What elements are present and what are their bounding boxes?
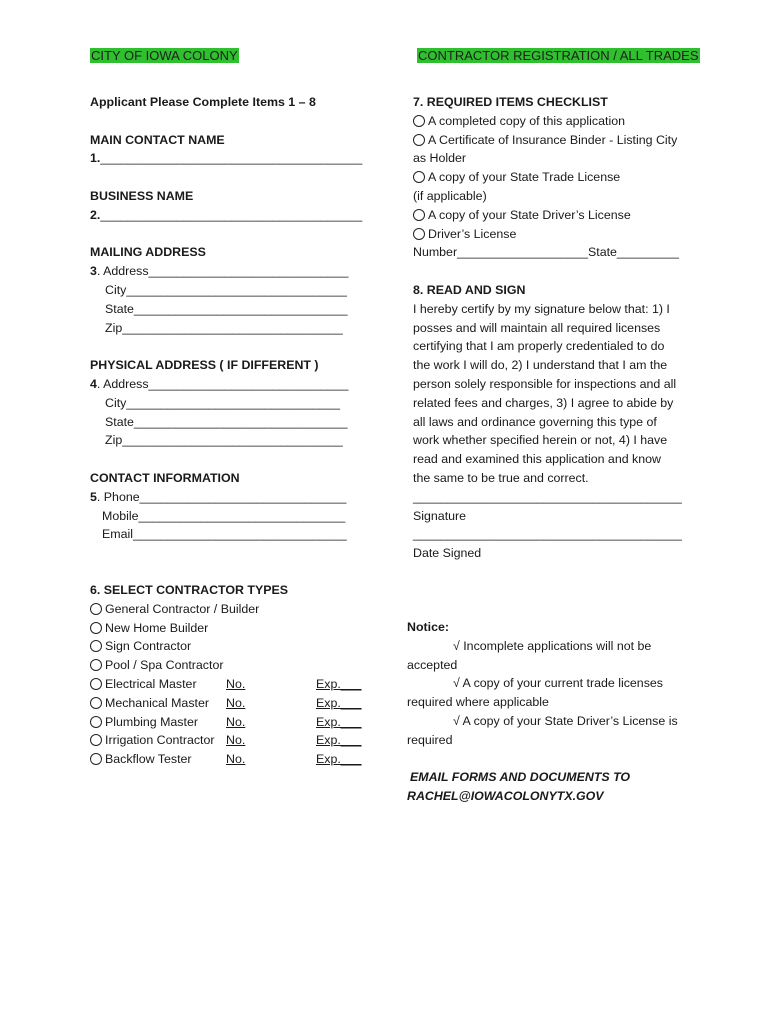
notice-item: √ A copy of your State Driver’s License is [453,713,678,728]
header-registration [417,47,700,65]
radio-circle-icon[interactable] [90,716,102,728]
mailing-address-line: . Address_____________________________ [96,264,349,279]
notice-heading: Notice: [407,620,449,634]
header-city [90,47,239,65]
mailing-state-field[interactable]: State_______________________________ [105,301,348,316]
physical-zip-field[interactable]: Zip________________________________ [105,433,343,448]
license-number-field[interactable]: No. [226,695,246,710]
certification-line: person solely responsible for inspections and all [413,376,677,391]
certification-paragraph [413,300,703,488]
notice-item: √ A copy of your current trade licenses [453,676,663,691]
certification-line: related fees and charges, 3) I agree to abide by [413,395,674,410]
expiration-field[interactable]: Exp.___ [316,752,362,767]
checklist-item-cont: (if applicable) [413,188,487,203]
contractor-type-option[interactable] [90,619,380,638]
notice-item-cont: required where applicable [407,695,549,710]
certification-line: I hereby certify by my signature below that: 1) I [413,301,670,316]
city-title: CITY OF IOWA COLONY [91,48,238,63]
business-name-field[interactable] [90,206,380,225]
radio-circle-icon[interactable] [413,209,425,221]
right-column [413,93,703,563]
physical-state-field[interactable]: State_______________________________ [105,414,348,429]
left-column [90,93,380,769]
email-field[interactable]: Email_______________________________ [102,527,347,542]
physical-city-field[interactable]: City_______________________________ [105,395,340,410]
item-number: 5 [90,489,97,504]
checklist-item[interactable] [413,131,703,150]
mailing-city-field[interactable]: City________________________________ [105,282,347,297]
date-signed-line[interactable]: _______________________________________ [413,527,682,542]
license-number-field[interactable]: No. [226,676,246,691]
item-number: 4 [90,376,97,391]
contractor-type-label: Pool / Spa Contractor [105,658,224,673]
radio-circle-icon[interactable] [90,659,102,671]
expiration-field[interactable]: Exp.___ [316,676,362,691]
notice-item: √ Incomplete applications will not be [453,638,652,653]
certification-line: the work I will do, 2) I understand that I am the [413,358,668,373]
main-contact-heading: MAIN CONTACT NAME [90,132,225,147]
item-number: 2. [90,207,101,222]
mailing-address-field[interactable] [90,262,380,281]
item-number: 1. [90,151,101,166]
contractor-type-label: Irrigation Contractor [105,733,215,748]
license-number-field[interactable]: No. [226,752,246,767]
notice-item-cont: required [407,732,453,747]
checklist-item-cont: as Holder [413,151,467,166]
business-name-heading: BUSINESS NAME [90,188,194,203]
expiration-field[interactable]: Exp.___ [316,733,362,748]
notice-block [407,618,707,806]
checklist-item-label: A copy of your State Driver’s License [428,207,631,222]
radio-circle-icon[interactable] [90,622,102,634]
physical-address-field[interactable] [90,375,380,394]
radio-circle-icon[interactable] [90,697,102,709]
license-number-field[interactable]: No. [226,733,246,748]
contractor-type-label: Backflow Tester [105,752,192,767]
checklist-item[interactable] [413,112,703,131]
radio-circle-icon[interactable] [413,171,425,183]
expiration-field[interactable]: Exp.___ [316,714,362,729]
contractor-type-label: Sign Contractor [105,639,192,654]
drivers-license-number-field[interactable]: Number___________________State_________ [413,245,679,260]
radio-circle-icon[interactable] [413,228,425,240]
certification-line: certifying that I am properly credentialed to do [413,339,665,354]
checklist-item-label: A copy of your State Trade License [428,170,621,185]
radio-circle-icon[interactable] [90,734,102,746]
read-sign-heading: 8. READ AND SIGN [413,282,526,297]
contact-info-heading: CONTACT INFORMATION [90,470,240,485]
mobile-field[interactable]: Mobile______________________________ [102,508,346,523]
checklist-item[interactable] [413,206,703,225]
contractor-type-label: General Contractor / Builder [105,601,260,616]
mailing-zip-field[interactable]: Zip________________________________ [105,320,343,335]
phone-line: . Phone______________________________ [96,489,347,504]
intro-text: Applicant Please Complete Items 1 – 8 [90,95,316,109]
certification-line: read and examined this application and know [413,452,661,467]
checklist-item-label: Driver’s License [428,226,517,241]
license-number-field[interactable]: No. [226,714,246,729]
item-number: 3 [90,264,97,279]
certification-line: all laws and ordinance governing this type of [413,414,657,429]
expiration-field[interactable]: Exp.___ [316,695,362,710]
radio-circle-icon[interactable] [90,753,102,765]
contractor-type-option[interactable] [90,713,380,732]
main-contact-line: ______________________________________ [100,151,363,166]
signature-line[interactable]: _______________________________________ [413,489,682,504]
contractor-types-list [90,600,380,769]
notice-item-cont: accepted [407,657,458,672]
physical-address-heading: PHYSICAL ADDRESS ( IF DIFFERENT ) [90,358,319,373]
business-name-line: ______________________________________ [100,207,363,222]
radio-circle-icon[interactable] [90,603,102,615]
certification-line: work whether specified herein or not, 4) I have [413,433,668,448]
email-address-link[interactable]: RACHEL@IOWACOLONYTX.GOV [407,789,604,804]
radio-circle-icon[interactable] [413,134,425,146]
contractor-type-option[interactable] [90,750,380,769]
certification-line: posses and will maintain all required licenses [413,320,661,335]
contractor-type-label: Electrical Master [105,676,197,691]
contractor-type-option[interactable] [90,675,380,694]
signature-label: Signature [413,508,467,523]
contractor-type-option[interactable] [90,731,380,750]
certification-line: the same to be true and correct. [413,470,589,485]
mailing-address-heading: MAILING ADDRESS [90,245,206,260]
radio-circle-icon[interactable] [90,678,102,690]
checklist-item[interactable] [413,225,703,244]
checklist-item-label: A Certificate of Insurance Binder - Listing City [428,132,678,147]
main-contact-field[interactable] [90,149,380,168]
checklist-item[interactable] [413,168,703,187]
contractor-type-label: New Home Builder [105,620,209,635]
date-signed-label: Date Signed [413,546,482,561]
contractor-type-option[interactable] [90,694,380,713]
email-instruction: EMAIL FORMS AND DOCUMENTS TO [410,770,631,785]
phone-field[interactable] [90,488,380,507]
contractor-type-option[interactable] [90,637,380,656]
contractor-types-heading: 6. SELECT CONTRACTOR TYPES [90,582,289,597]
radio-circle-icon[interactable] [90,640,102,652]
physical-address-line: . Address_____________________________ [96,376,349,391]
registration-title: CONTRACTOR REGISTRATION / ALL TRADES [418,48,699,63]
radio-circle-icon[interactable] [413,115,425,127]
contractor-type-option[interactable] [90,600,380,619]
checklist-item-label: A completed copy of this application [428,113,625,128]
contractor-type-label: Mechanical Master [105,695,209,710]
contractor-type-option[interactable] [90,656,380,675]
contractor-type-label: Plumbing Master [105,714,198,729]
checklist-heading: 7. REQUIRED ITEMS CHECKLIST [413,95,608,109]
